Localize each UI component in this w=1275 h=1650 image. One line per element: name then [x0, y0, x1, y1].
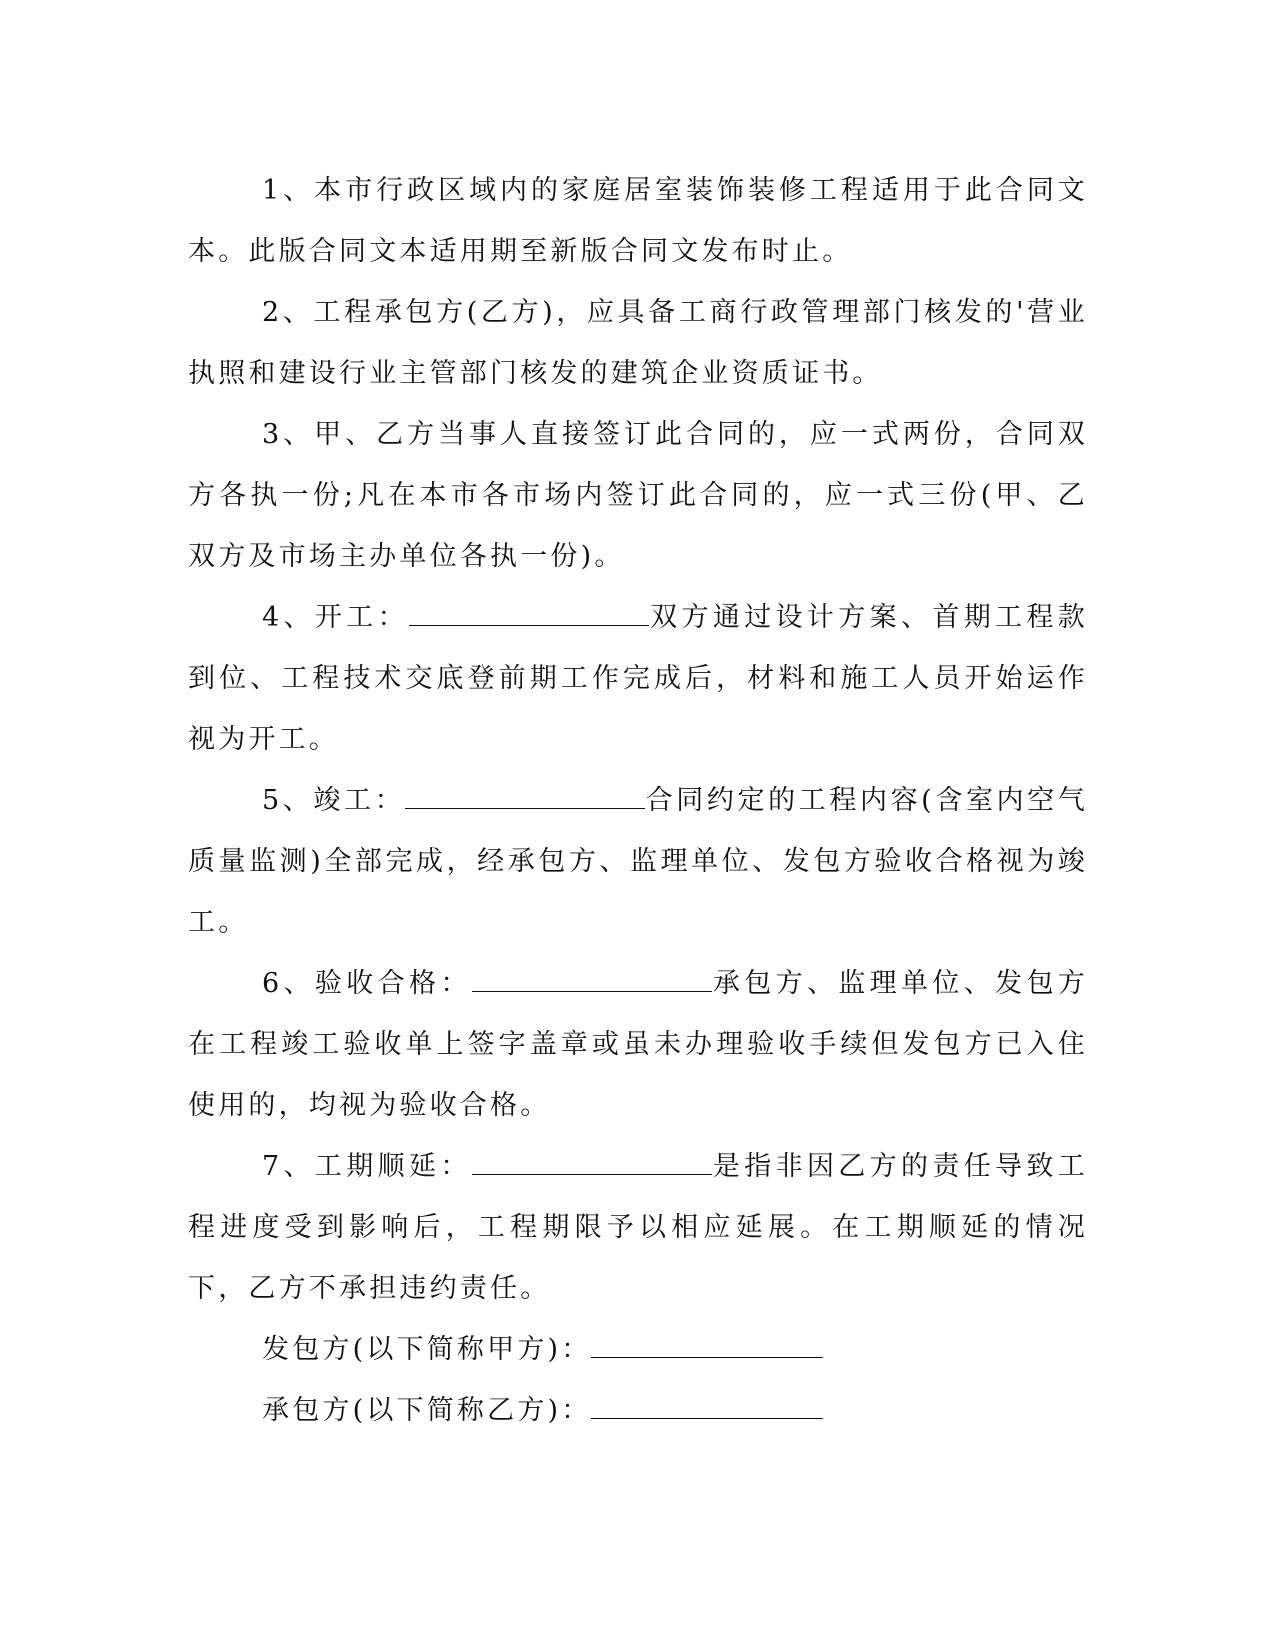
- clause-3-text: 3、甲、乙方当事人直接签订此合同的，应一式两份，合同双方各执一份;凡在本市各市场内签订此合同的，应一式三份(甲、乙双方及市场主办单位各执一份)。: [188, 419, 1088, 572]
- clause-4-blank: [409, 601, 649, 626]
- clause-1: [188, 160, 1088, 282]
- clause-5-label: 5、竣工：: [262, 785, 406, 816]
- clause-5: [188, 770, 1088, 953]
- document-body: [188, 160, 1088, 1441]
- clause-2: [188, 282, 1088, 404]
- clause-5-blank: [405, 784, 645, 809]
- contractor-blank: [591, 1394, 823, 1419]
- employer-blank: [591, 1333, 823, 1358]
- clause-1-text: 1、本市行政区域内的家庭居室装饰装修工程适用于此合同文本。此版合同文本适用期至新版合同文发布时止。: [188, 175, 1088, 267]
- clause-4: [188, 587, 1088, 770]
- employer-line: [188, 1319, 1088, 1380]
- clause-6-label: 6、验收合格：: [262, 968, 472, 999]
- contractor-label: 承包方(以下简称乙方)：: [262, 1395, 592, 1426]
- clause-7-label: 7、工期顺延：: [262, 1151, 472, 1182]
- clause-7-blank: [472, 1150, 712, 1175]
- clause-3: [188, 404, 1088, 587]
- clause-6: [188, 953, 1088, 1136]
- clause-7: [188, 1136, 1088, 1319]
- clause-4-text: 双方通过设计方案、首期工程款到位、工程技术交底登前期工作完成后，材料和施工人员开始运作视为开工。: [188, 602, 1088, 755]
- clause-4-label: 4、开工：: [262, 602, 409, 633]
- clause-5-text: 合同约定的工程内容(含室内空气质量监测)全部完成，经承包方、监理单位、发包方验收合格视为竣工。: [188, 785, 1088, 938]
- clause-6-text: 承包方、监理单位、发包方在工程竣工验收单上签字盖章或虽未办理验收手续但发包方已入住使用的，均视为验收合格。: [188, 968, 1089, 1121]
- clause-2-text: 2、工程承包方(乙方)，应具备工商行政管理部门核发的'营业执照和建设行业主管部门核发的建筑企业资质证书。: [188, 297, 1088, 389]
- clause-7-text: 是指非因乙方的责任导致工程进度受到影响后，工程期限予以相应延展。在工期顺延的情况下，乙方不承担违约责任。: [188, 1151, 1089, 1304]
- clause-6-blank: [472, 967, 712, 992]
- contractor-line: [188, 1380, 1088, 1441]
- employer-label: 发包方(以下简称甲方)：: [262, 1334, 592, 1365]
